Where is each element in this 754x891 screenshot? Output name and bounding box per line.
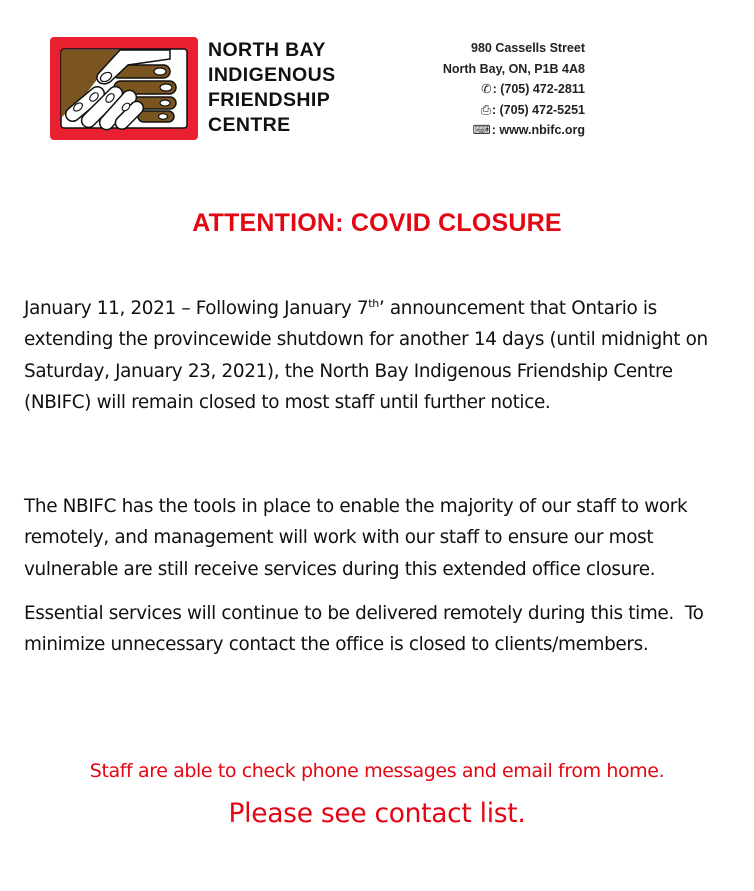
staff-note: Staff are able to check phone messages and email from home. xyxy=(89,760,665,782)
org-name-line: FRIENDSHIP xyxy=(208,89,331,111)
organization-name xyxy=(208,38,336,138)
website-link[interactable]: : www.nbifc.org xyxy=(491,123,585,137)
ordinal-superscript: th xyxy=(368,297,379,310)
address-line-1: 980 Cassells Street xyxy=(471,41,585,55)
notice-paragraph-3 xyxy=(24,598,730,661)
org-name-line: CENTRE xyxy=(208,114,291,136)
notice-paragraph-1 xyxy=(24,293,730,418)
paragraph-3-text: Essential services will continue to be delivered remotely during this time. To minimize unnecessary contact the office is closed to clients/members. xyxy=(24,603,704,656)
fax-row xyxy=(443,100,585,121)
computer-icon: ⌨ xyxy=(472,123,491,137)
org-name-line: INDIGENOUS xyxy=(208,64,336,86)
nbifc-logo xyxy=(50,37,198,140)
paragraph-1-start: January 11, 2021 – Following January 7 xyxy=(24,298,369,319)
notice-title: ATTENTION: COVID CLOSURE xyxy=(192,209,562,237)
address-line-2: North Bay, ON, P1B 4A8 xyxy=(442,61,585,76)
fax-icon: ⎙ xyxy=(480,102,491,117)
contact-list-note: Please see contact list. xyxy=(228,798,526,829)
notice-paragraph-2 xyxy=(24,491,730,585)
phone-icon: ✆ xyxy=(481,82,492,96)
contact-block xyxy=(443,38,585,141)
fax-number: : (705) 472-5251 xyxy=(491,102,585,117)
paragraph-1-rest: ’ announcement that Ontario is extending the provincewide shutdown for another 14 days (until midnight on Saturday, January 23, 2021), the North Bay Indigenous Friendship Centre (NBIFC) will remain closed to most staff until further notice. xyxy=(24,298,708,413)
phone-row xyxy=(443,79,585,100)
website-row xyxy=(443,120,585,141)
org-name-line: NORTH BAY xyxy=(208,39,326,61)
phone-number: : (705) 472-2811 xyxy=(492,82,585,96)
paragraph-2-text: The NBIFC has the tools in place to enable the majority of our staff to work remotely, and management will work with our staff to ensure our most vulnerable are still receive services during this extended office closure. xyxy=(24,496,688,580)
